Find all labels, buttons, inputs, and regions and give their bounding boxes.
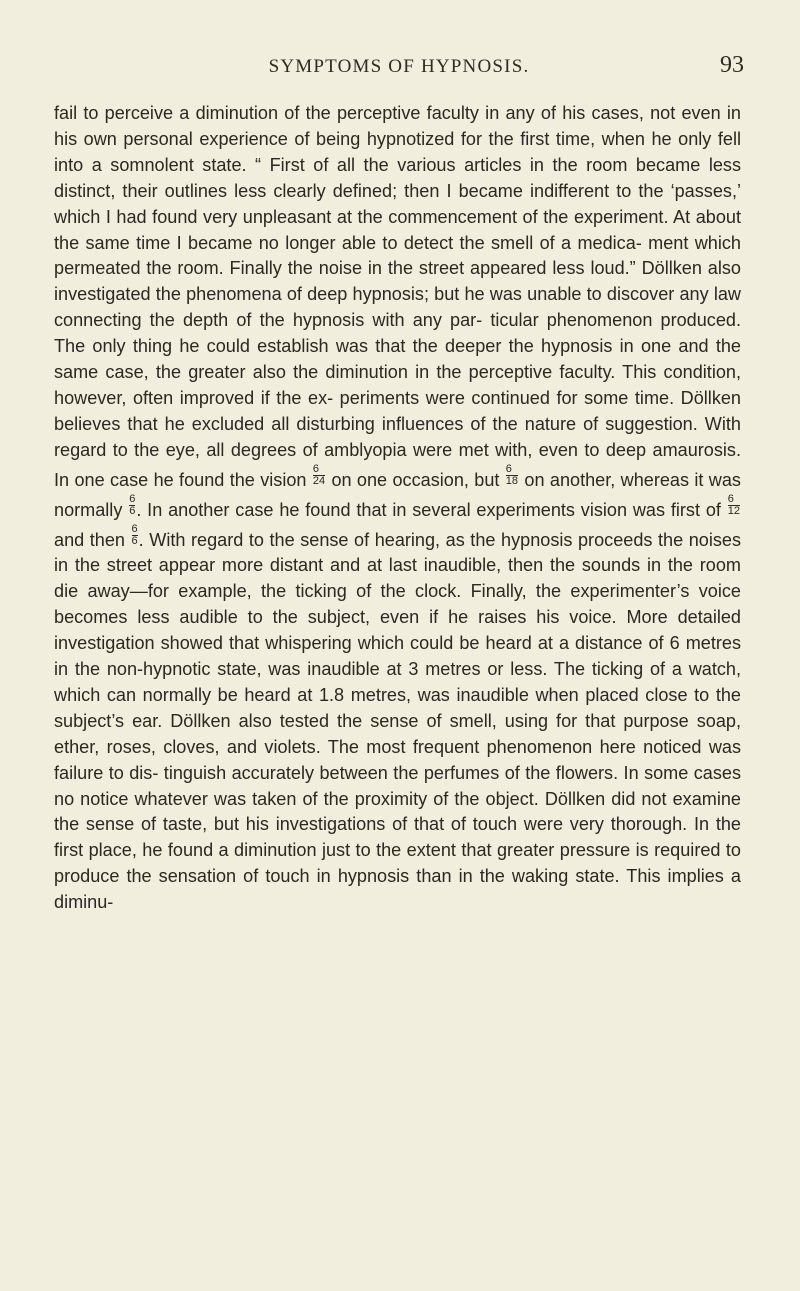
fraction-vision-6-12: [727, 494, 741, 517]
running-title: SYMPTOMS OF HYPNOSIS.: [268, 56, 530, 77]
text-segment-6: . With regard to the sense of hearing, as the hypnosis proceeds the noises in the street appear more distant and at last inaudible, then the sounds in the room die away—for example, the ticking of the clock. Finally, the experimenter’s voice becomes less audible to the subject, even if he raises his voice. More detailed investigation showed that whispering which could be heard at a distance of 6 metres in the non-hypnotic state, was inaudible at 3 metres or less. The ticking of a watch, which can normally be heard at 1.8 metres, was inaudible when placed close to the subject’s ear. Döllken also tested the sense of smell, using for that purpose soap, ether, roses, cloves, and violets. The most frequent phenomenon here noticed was failure to dis- tinguish accurately between the perfumes of the flowers. In some cases no notice whatever was taken of the proximity of the object. Döllken did not examine the sense of taste, but his investigations of that of touch were very thorough. In the first place, he found a diminution just to the extent that greater pressure is required to produce the sensation of touch in hypnosis than in the waking state. This implies a diminu-: [54, 529, 741, 913]
text-segment-4: . In another case he found that in several experiments vision was first of: [136, 499, 721, 520]
fraction-vision-6-6-second: [131, 524, 139, 547]
text-segment-3: on another, whereas it was normally: [54, 469, 741, 520]
body-paragraph: [54, 101, 741, 916]
fraction-denominator: 12: [727, 504, 740, 517]
fraction-denominator: 6: [131, 534, 138, 547]
fraction-vision-6-18: [505, 464, 519, 487]
text-segment-5: and then: [54, 529, 125, 550]
fraction-denominator: 24: [312, 474, 326, 487]
text-segment-2: on one occasion, but: [331, 469, 500, 490]
fraction-denominator: 18: [505, 474, 519, 487]
fraction-numerator: 6: [728, 494, 740, 506]
fraction-denominator: 6: [129, 504, 136, 517]
text-segment-1: fail to perceive a diminution of the perceptive faculty in any of his cases, not even in his own personal experience of being hypnotized for the first time, when he only fell into a somnolent state. “ First of all the various articles in the room became less distinct, their outlines less clearly defined; then I became indifferent to the ‘passes,’ which I had found very unpleasant at the commencement of the experiment. At about the same time I became no longer able to detect the smell of a medica- ment which permeated the room. Finally the noise in the street appeared less loud.” Döllken also investigated the phenomena of deep hypnosis; but he was unable to discover any law connecting the depth of the hypnosis with any par- ticular phenomenon produced. The only thing he could establish was that the deeper the hypnosis in one and the same case, the greater also the diminution in the perceptive faculty. This condition, however, often improved if the ex- periments were continued for some time. Döllken believes that he excluded all disturbing influences of the nature of suggestion. With regard to the eye, all degrees of amblyopia were met with, even to deep amaurosis. In one case he found the vision: [54, 103, 741, 490]
page-number: 93: [720, 52, 744, 78]
fraction-numerator: 6: [129, 492, 136, 505]
fraction-numerator: 6: [506, 464, 518, 476]
running-head: [54, 52, 744, 82]
fraction-numerator: 6: [131, 522, 138, 535]
fraction-vision-6-24: [312, 464, 326, 487]
fraction-numerator: 6: [313, 464, 325, 476]
